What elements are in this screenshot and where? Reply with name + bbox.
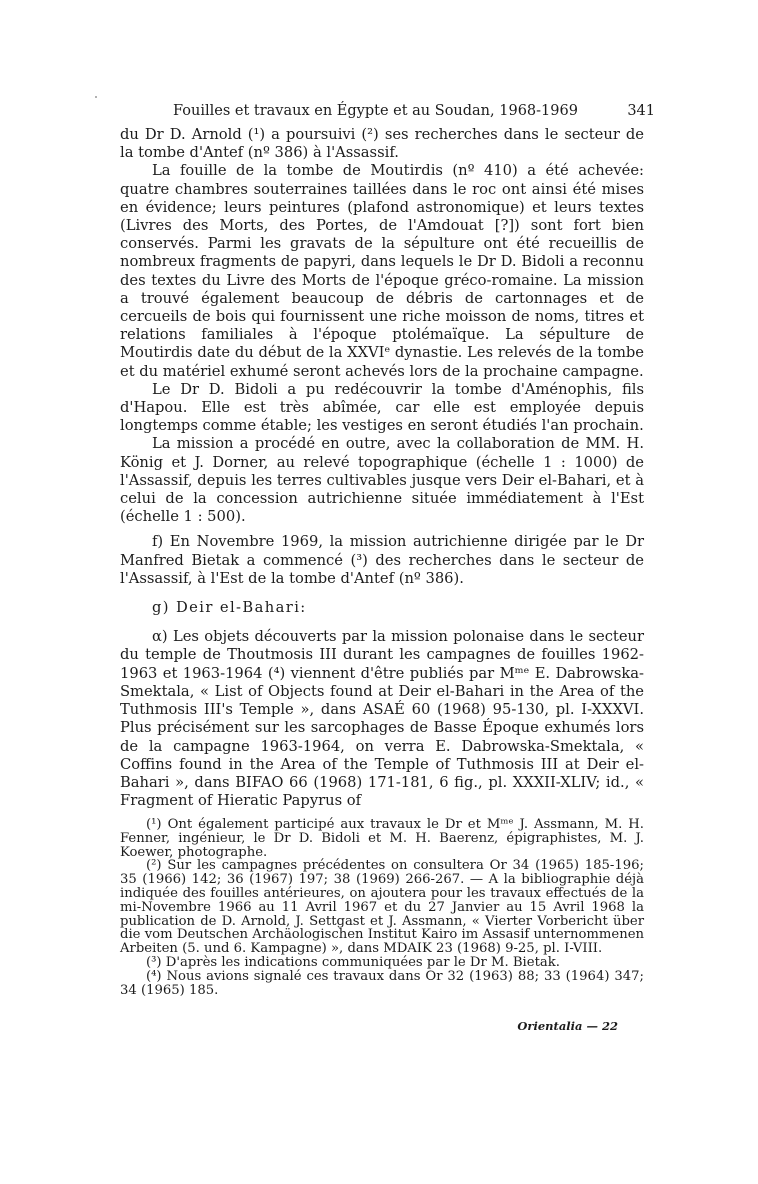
- running-head: [173, 100, 655, 122]
- page-number: 341: [627, 103, 655, 119]
- footnotes: [120, 818, 644, 997]
- footnote-2: (²) Sur les campagnes précédentes on consultera Or 34 (1965) 185-196; 35 (1966) 142; 36 (1967) 197; 38 (1969) 266-267. — A la bibliographie déjà indiquée des fouilles antérieures, on ajoutera pour les travaux effectués de la mi-Novembre 1966 au 11 Avril 1967 et du 27 Janvier au 15 Avril 1968 la publication de D. Arnold, J. Settgast et J. Assmann, « Vierter Vorbericht über die vom Deutschen Archäologischen Institut Kairo im Assasif unternommenen Arbeiten (5. und 6. Kampagne) », dans MDAIK 23 (1968) 9-25, pl. I-VIII.: [120, 858, 644, 957]
- paper-speck: [95, 96, 97, 98]
- paragraph-topographic-survey: La mission a procédé en outre, avec la collaboration de MM. H. König et J. Dorner, au relevé topographique (échelle 1 : 1000) de l'Assassif, depuis les terres cultivables jusque vers Deir el-Bahari, et à celui de la concession autrichienne située immédiatement à l'Est (échelle 1 : 500).: [120, 435, 644, 526]
- footnote-3: (³) D'après les indications communiquées par le Dr M. Bietak.: [146, 954, 560, 970]
- paragraph-section-alpha: α) Les objets découverts par la mission polonaise dans le secteur du temple de Thoutmosis III durant les campagnes de fouilles 1962-1963 et 1963-1964 (⁴) viennent d'être publiés par Mᵐᵉ E. Dabrowska-Smektala, « List of Objects found at Deir el-Bahari in the Area of the Tuthmosis III's Temple », dans ASAÉ 60 (1968) 95-130, pl. I-XXXVI. Plus précisément sur les sarcophages de Basse Époque exhumés lors de la campagne 1963-1964, on verra E. Dabrowska-Smektala, « Coffins found in the Area of the Temple of Tuthmosis III at Deir el-Bahari », dans BIFAO 66 (1968) 171-181, 6 fig., pl. XXXII-XLIV; id., « Fragment of Hieratic Papyrus of: [120, 628, 644, 810]
- paragraph-section-f: f) En Novembre 1969, la mission autrichienne dirigée par le Dr Manfred Bietak a commencé (³) des recherches dans le secteur de l'Assassif, à l'Est de la tombe d'Antef (nº 386).: [120, 533, 644, 587]
- paragraph-moutirdis: La fouille de la tombe de Moutirdis (nº 410) a été achevée: quatre chambres souterraines taillées dans le roc ont ainsi été mises en évidence; leurs peintures (plafond astronomique) et leurs textes (Livres des Morts, des Portes, de l'Amdouat [?]) sont fort bien conservés. Parmi les gravats de la sépulture ont été recueillis de nombreux fragments de papyri, dans lequels le Dr D. Bidoli a reconnu des textes du Livre des Morts de l'époque gréco-romaine. La mission a trouvé également beaucoup de débris de cartonnages et de cercueils de bois qui fournissent une riche moisson de noms, titres et relations familiales à l'époque ptolémaïque. La sépulture de Moutirdis date du début de la XXVIᵉ dynastie. Les relevés de la tombe et du matériel exhumé seront achevés lors de la prochaine campagne.: [120, 162, 644, 380]
- paragraph-antef-continuation: du Dr D. Arnold (¹) a poursuivi (²) ses recherches dans le secteur de la tombe d'Antef (nº 386) à l'Assassif.: [120, 126, 644, 162]
- footnote-1: (¹) Ont également participé aux travaux le Dr et Mᵐᵉ J. Assmann, M. H. Fenner, ingénieur, le Dr D. Bidoli et M. H. Baerenz, épigraphistes, M. J. Koewer, photographe.: [120, 817, 644, 860]
- journal-signature: Orientalia — 22: [517, 1019, 618, 1033]
- section-heading-deir-el-bahari: g) Deir el-Bahari:: [152, 599, 307, 617]
- footnote-4: (⁴) Nous avions signalé ces travaux dans Or 32 (1963) 88; 33 (1964) 347; 34 (1965) 185.: [120, 968, 644, 998]
- paragraph-amenophis: Le Dr D. Bidoli a pu redécouvrir la tombe d'Aménophis, fils d'Hapou. Elle est très abîmée, car elle est employée depuis longtemps comme étable; les vestiges en seront étudiés l'an prochain.: [120, 380, 644, 435]
- main-text: [120, 126, 644, 810]
- running-head-title: Fouilles et travaux en Égypte et au Soudan, 1968-1969: [173, 103, 578, 119]
